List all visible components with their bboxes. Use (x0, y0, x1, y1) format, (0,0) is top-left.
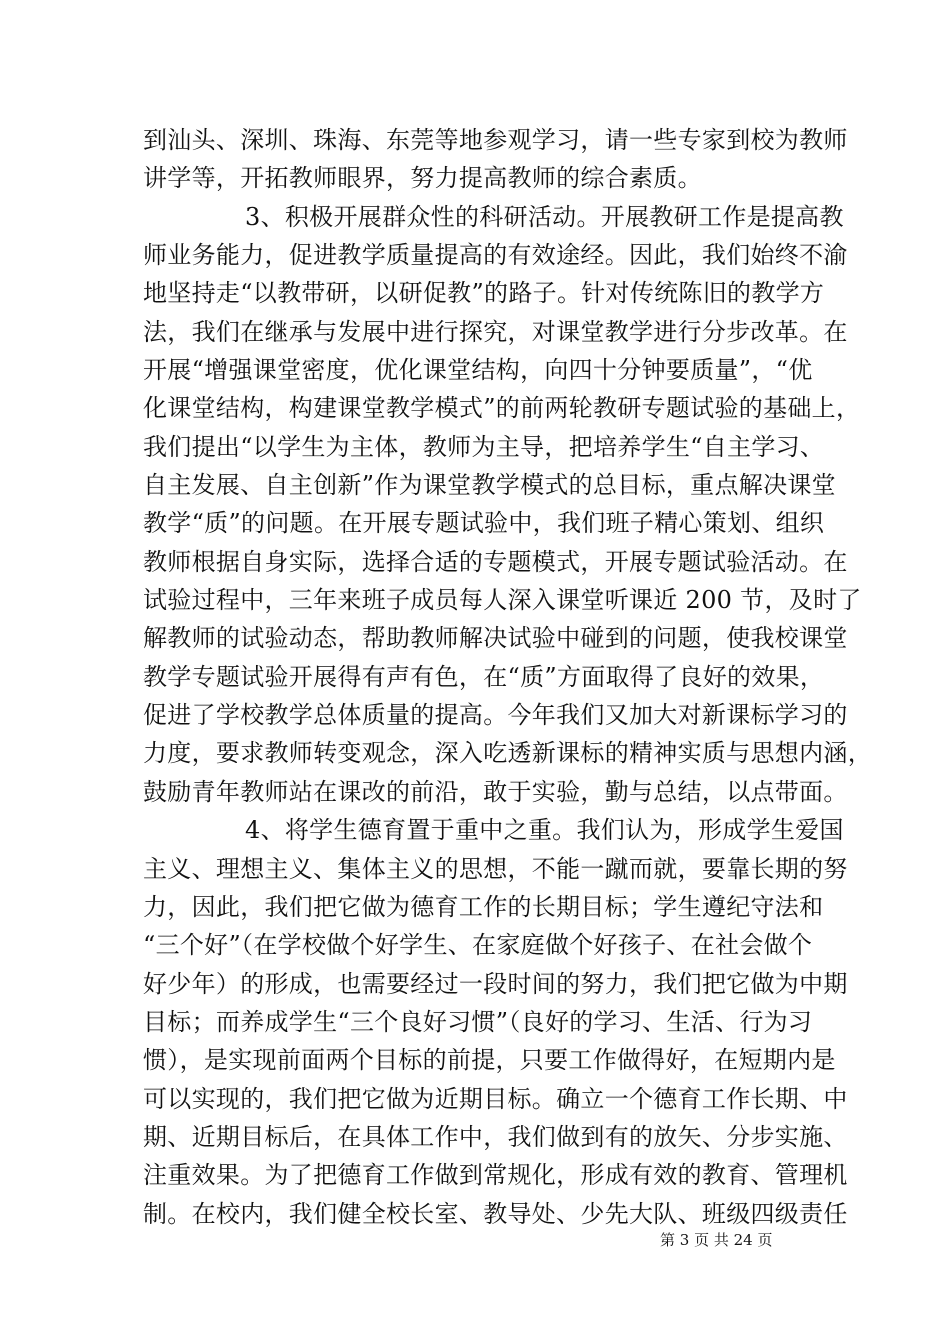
text-line: 地坚持走“以教带研，以研促教”的路子。针对传统陈旧的教学方 (143, 279, 825, 307)
page-number-footer: 第 3 页 共 24 页 (660, 1231, 773, 1249)
text-line: “三个好”（在学校做个好学生、在家庭做个好孩子、在社会做个 (143, 931, 813, 959)
text-line: 可以实现的，我们把它做为近期目标。确立一个德育工作长期、中 (143, 1085, 848, 1113)
text-line: 期、近期目标后，在具体工作中，我们做到有的放矢、分步实施、 (143, 1123, 848, 1151)
text-line: 注重效果。为了把德育工作做到常规化，形成有效的教育、管理机 (143, 1161, 848, 1189)
text-line: 惯），是实现前面两个目标的前提，只要工作做得好，在短期内是 (143, 1046, 836, 1074)
paragraph-3-start: 3、积极开展群众性的科研活动。开展教研工作是提高教 (245, 203, 844, 231)
text-line: 好少年）的形成，也需要经过一段时间的努力，我们把它做为中期 (143, 970, 848, 998)
text-line: 力度，要求教师转变观念，深入吃透新课标的精神实质与思想内涵， (143, 739, 872, 767)
text-line: 讲学等，开拓教师眼界，努力提高教师的综合素质。 (143, 164, 702, 192)
text-line: 促进了学校教学总体质量的提高。今年我们又加大对新课标学习的 (143, 701, 848, 729)
text-line: 我们提出“以学生为主体，教师为主导，把培养学生“自主学习、 (143, 433, 825, 461)
text-line: 教师根据自身实际，选择合适的专题模式，开展专题试验活动。在 (143, 548, 848, 576)
text-line: 化课堂结构，构建课堂教学模式”的前两轮教研专题试验的基础上， (143, 394, 861, 422)
text-line: 到汕头、深圳、珠海、东莞等地参观学习，请一些专家到校为教师 (143, 126, 848, 154)
text-line: 主义、理想主义、集体主义的思想，不能一蹴而就，要靠长期的努 (143, 855, 848, 883)
text-line: 力，因此，我们把它做为德育工作的长期目标；学生遵纪守法和 (143, 893, 824, 921)
text-line: 教学专题试验开展得有声有色，在“质”方面取得了良好的效果， (143, 663, 825, 691)
text-line: 法，我们在继承与发展中进行探究，对课堂教学进行分步改革。在 (143, 318, 848, 346)
paragraph-4-start: 4、将学生德育置于重中之重。我们认为，形成学生爱国 (245, 816, 844, 844)
text-line: 目标；而养成学生“三个良好习惯”（良好的学习、生活、行为习 (143, 1008, 813, 1036)
text-line: 鼓励青年教师站在课改的前沿，敢于实验，勤与总结，以点带面。 (143, 778, 848, 806)
text-line: 师业务能力，促进教学质量提高的有效途经。因此，我们始终不渝 (143, 241, 848, 269)
text-line: 制。在校内，我们健全校长室、教导处、少先大队、班级四级责任 (143, 1200, 848, 1228)
text-line: 解教师的试验动态，帮助教师解决试验中碰到的问题，使我校课堂 (143, 624, 848, 652)
text-line: 试验过程中，三年来班子成员每人深入课堂听课近 200 节，及时了 (143, 586, 862, 614)
text-line: 自主发展、自主创新”作为课堂教学模式的总目标，重点解决课堂 (143, 471, 836, 499)
text-line: 开展“增强课堂密度，优化课堂结构，向四十分钟要质量”，“优 (143, 356, 813, 384)
text-line: 教学“质”的问题。在开展专题试验中，我们班子精心策划、组织 (143, 509, 825, 537)
